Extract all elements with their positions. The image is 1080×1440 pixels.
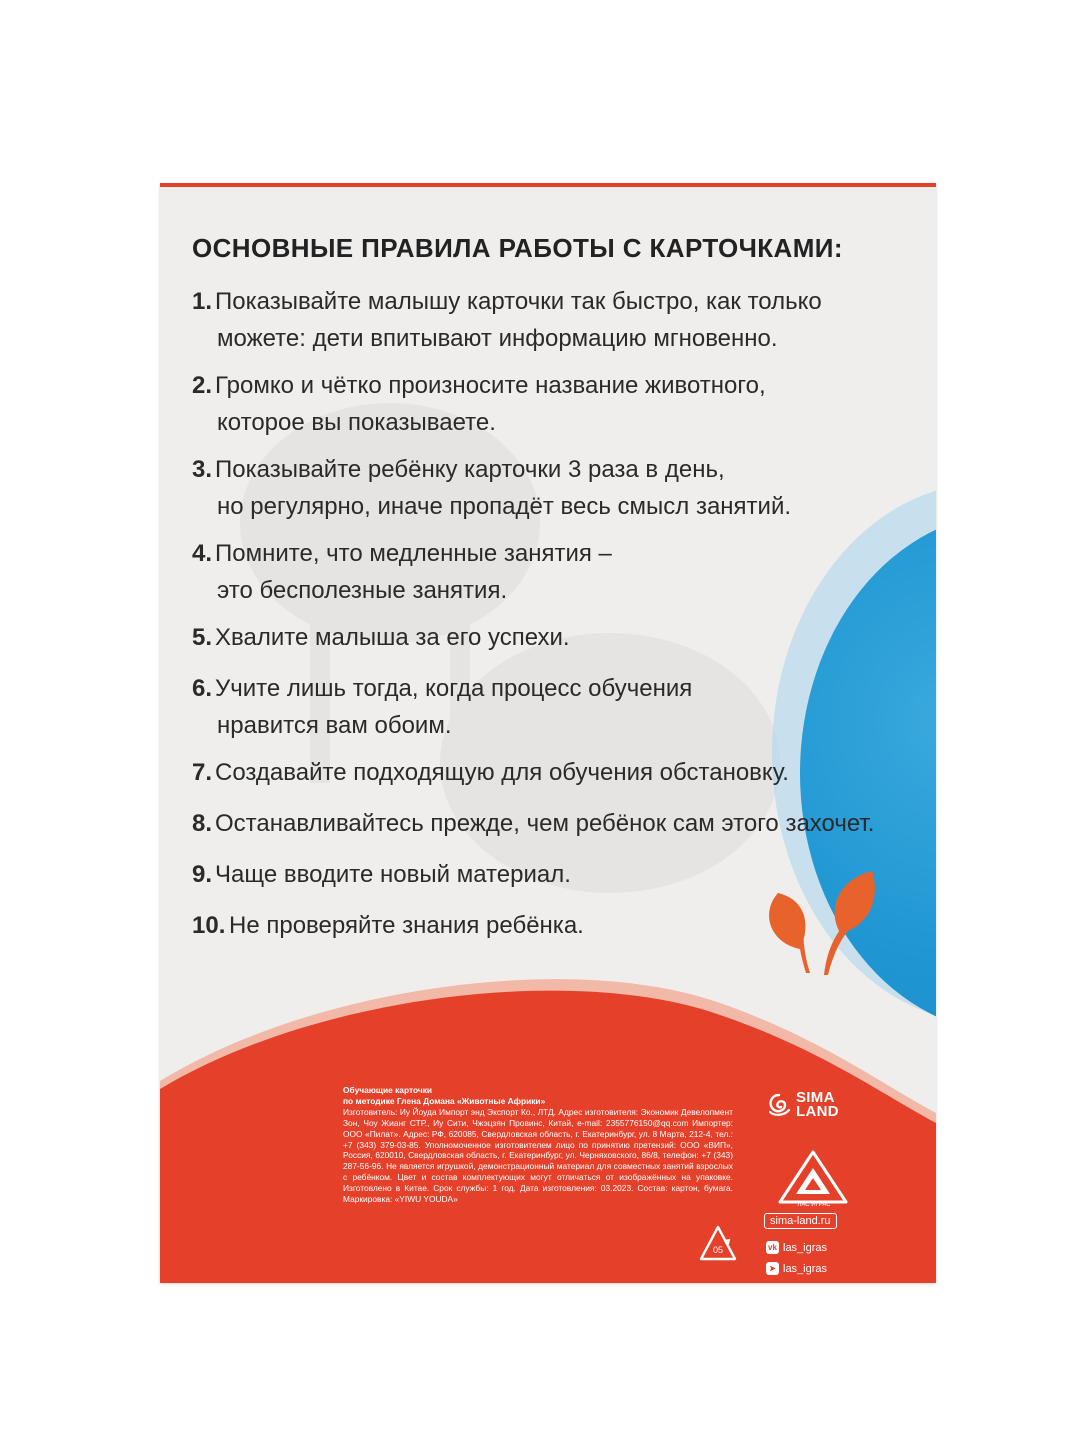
rule-number: 1. (192, 288, 213, 315)
rule-text-line: Помните, что медленные занятия – (215, 540, 612, 567)
rule-text-line: Чаще вводите новый материал. (215, 861, 571, 888)
rule-9 (192, 856, 912, 893)
telegram-icon: ➤ (766, 1262, 779, 1275)
rule-number: 4. (192, 540, 213, 567)
card (160, 183, 936, 1283)
las-igras-logo (772, 1148, 854, 1214)
product-name-line2: по методике Глена Домана «Животные Африки» (343, 1095, 546, 1106)
rule-number: 2. (192, 372, 213, 399)
rules-title: ОСНОВНЫЕ ПРАВИЛА РАБОТЫ С КАРТОЧКАМИ: (192, 233, 843, 263)
rule-number: 8. (192, 810, 213, 837)
rule-number: 10. (192, 912, 226, 939)
recycle-code: 05 (712, 1245, 724, 1255)
rule-text-line: Создавайте подходящую для обучения обстановку. (215, 759, 789, 786)
rule-text-line: Учите лишь тогда, когда процесс обучения (215, 675, 693, 702)
sima-land-swirl-icon (766, 1092, 792, 1118)
rule-text-line: Хвалите малыша за его успехи. (215, 624, 570, 651)
rule-text-line: но регулярно, иначе пропадёт весь смысл занятий. (217, 493, 792, 520)
rule-3 (192, 451, 912, 525)
rule-7 (192, 754, 912, 791)
las-igras-triangle-icon (772, 1148, 854, 1210)
rule-text-line: Показывайте малышу карточки так быстро, как только (215, 288, 822, 315)
rule-text-line: Громко и чётко произносите название животного, (215, 372, 766, 399)
sima-land-wordmark (796, 1091, 839, 1119)
vk-handle: las_igras (783, 1241, 828, 1254)
rule-text-line: которое вы показываете. (217, 409, 496, 436)
land-text: LAND (796, 1103, 839, 1120)
telegram-handle: las_igras (783, 1262, 828, 1275)
website-link[interactable]: sima-land.ru (764, 1213, 837, 1229)
top-red-strip (160, 183, 936, 187)
rule-8 (192, 805, 912, 842)
rule-text-line: можете: дети впитывают информацию мгновенно. (217, 325, 778, 352)
las-igras-caption: ЛАС ИГРАС (797, 1202, 831, 1208)
rule-2 (192, 367, 912, 441)
rule-text-line: Показывайте ребёнку карточки 3 раза в день, (215, 456, 725, 483)
rule-5 (192, 619, 912, 656)
rule-1 (192, 283, 912, 357)
sima-land-logo (766, 1091, 839, 1119)
rule-number: 7. (192, 759, 213, 786)
product-name-line1: Обучающие карточки (343, 1085, 433, 1095)
rule-number: 5. (192, 624, 213, 651)
legal-body: Изготовитель: Иу Йоуда Импорт энд Экспорт Ко., ЛТД. Адрес изготовителя: Экономик Девелопмент Зон, Чоу Жианг СТР., Иу Сити, Чжэцзян Провинс, Китай, e-mail: 2355776150@qq.com Импортер: ООО «Пилат». Адрес: РФ, 620085, Свердловская область, г. Екатеринбург, ул. 8 Марта, 212-4, тел.: +7 (343) 379-03-85. Уполномоченное изготовителем лицо по принятию претензий: ООО «ВИП», Россия, 620010, Свердловская область, г. Екатеринбург, ул. Черняховского, 86/8, телефон: +7 (343) 287-56-96. Не является игрушкой, демонстрационный материал для совместных занятий взрослых с ребёнком. Цвет и состав комплектующих могут отличаться от изображённых на упаковке. Изготовлено в Китае. Срок службы: 1 год. Дата изготовления: 03.2023. Состав: картон, бумага. Маркировка: «YIWU YOUDA» (343, 1106, 733, 1205)
rule-text-line: нравится вам обоим. (217, 712, 452, 739)
rule-text-line: это бесполезные занятия. (217, 577, 508, 604)
rule-text-line: Останавливайтесь прежде, чем ребёнок сам этого захочет. (215, 810, 875, 837)
legal-info (343, 1085, 733, 1205)
rule-10 (192, 907, 912, 944)
rule-6 (192, 670, 912, 744)
rule-number: 9. (192, 861, 213, 888)
rule-number: 3. (192, 456, 213, 483)
rule-number: 6. (192, 675, 213, 702)
rule-4 (192, 535, 912, 609)
vk-icon: vk (766, 1241, 779, 1254)
sima-text: SIMA (796, 1089, 835, 1106)
recycle-icon (695, 1223, 741, 1269)
rules-list (192, 283, 912, 944)
rule-text-line: Не проверяйте знания ребёнка. (229, 912, 584, 939)
telegram-link[interactable] (766, 1262, 827, 1275)
vk-link[interactable] (766, 1241, 827, 1254)
